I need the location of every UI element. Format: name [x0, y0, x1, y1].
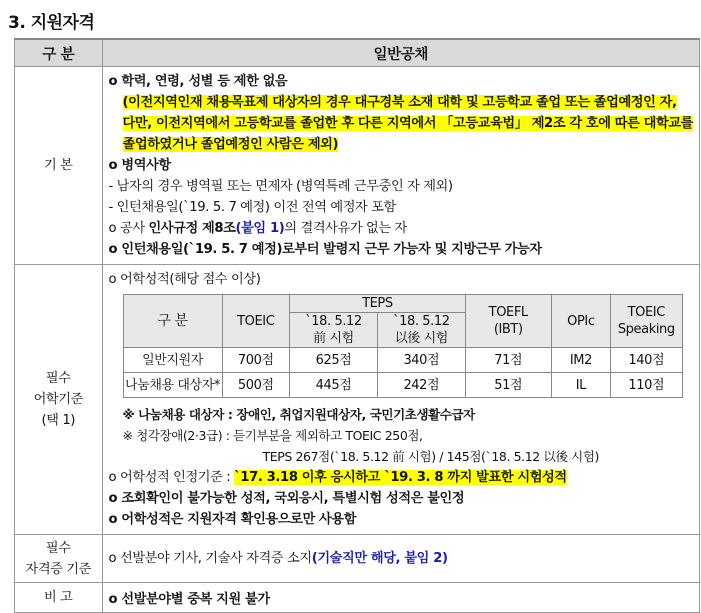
score-cell: 700점: [222, 348, 290, 373]
row-note: [15, 583, 700, 613]
score-header-row: [123, 295, 682, 313]
row-language: [15, 265, 700, 535]
basic-highlight: (이전지역인재 채용목표제 대상자의 경우 대구경북 소재 대학 및 고등학교 졸업 또는 졸업예정인 자,: [122, 95, 677, 110]
language-content: [102, 265, 699, 535]
label-line: 어학기준: [33, 392, 83, 407]
label-basic: 기 본: [15, 67, 103, 265]
label-note: 비 고: [15, 583, 103, 613]
military-line: - 남자의 경우 병역필 또는 면제자 (병역특례 근무중인 자 제외): [108, 179, 453, 194]
footnote: ※ 청각장애(2·3급) : 듣기부분을 제외하고 TOEIC 250점,: [122, 428, 423, 443]
score-cell: 242점: [377, 373, 465, 398]
text: 인사규정 제8조: [148, 221, 236, 236]
basic-content: [102, 67, 699, 265]
score-cell: 110점: [611, 373, 682, 398]
section-title: 3. 지원자격: [8, 13, 95, 33]
attachment-1-link: (붙임 1): [235, 221, 285, 236]
text: o 어학성적 인정기준 :: [108, 470, 235, 485]
disqualification-line: [109, 218, 693, 239]
label-line: 필수: [45, 540, 71, 556]
score-header: OPIc: [551, 295, 610, 348]
basic-highlight: 다만, 이전지역에서 고등학교를 졸업한 후 다른 지역에서 「고등교육법」 제2조 각 호에 따른 대학교를: [122, 116, 693, 131]
footnote: ※ 나눔채용 대상자 : 장애인, 취업지원대상자, 국민기초생활수급자: [122, 407, 475, 422]
score-cell: 나눔채용 대상자*: [123, 373, 222, 398]
header-gubun: 구 분: [15, 39, 103, 67]
basic-line: o 인턴채용일(`19. 5. 7 예정)로부터 발령지 근무 가능자 및 지방근무 가능자: [108, 242, 542, 257]
score-row: [123, 373, 682, 398]
score-table: [123, 294, 683, 398]
label-line: 자격증 기준: [25, 561, 91, 577]
score-header: TOEIC: [222, 295, 290, 348]
label-line: 필수: [45, 371, 71, 386]
military-heading: o 병역사항: [108, 158, 171, 173]
score-cell: 일반지원자: [123, 348, 222, 373]
basic-line: o 학력, 연령, 성별 등 제한 없음: [108, 74, 288, 89]
score-row: [123, 348, 682, 373]
score-header: `18. 5.12 前 시험: [290, 313, 378, 348]
score-cell: IM2: [551, 348, 610, 373]
text: `17. 3.18 이후 응시하고 `19. 3. 8 까지 발표한 시험성적: [234, 470, 567, 485]
criteria-line: o 조회확인이 불가능한 성적, 국외응시, 특별시험 성적은 불인정: [108, 491, 465, 506]
score-cell: 500점: [222, 373, 290, 398]
score-header: TOEIC Speaking: [611, 295, 682, 348]
text: 의 결격사유가 없는 자: [284, 221, 407, 236]
text: o 선발분야 기사, 기술사 자격증 소지: [108, 551, 312, 566]
note-content: o 선발분야별 중복 지원 불가: [102, 583, 699, 613]
score-cell: 445점: [290, 373, 378, 398]
score-cell: 340점: [377, 348, 465, 373]
row-certificate: [15, 535, 700, 583]
label-certificate: [15, 535, 103, 583]
basic-highlight: 졸업하였거나 졸업예정인 사람은 제외): [122, 137, 339, 152]
label-line: (택 1): [41, 413, 76, 428]
score-cell: 625점: [290, 348, 378, 373]
military-line: - 인턴채용일(`19. 5. 7 예정) 이전 전역 예정자 포함: [108, 200, 396, 215]
score-header: TOEFL (IBT): [465, 295, 551, 348]
score-cell: IL: [551, 373, 610, 398]
header-general: 일반공채: [102, 39, 699, 67]
text: o 공사: [108, 221, 149, 236]
footnote: TEPS 267점(`18. 5.12 前 시험) / 145점(`18. 5.12 以後 시험): [262, 449, 599, 464]
score-cell: 71점: [465, 348, 551, 373]
score-cell: 51점: [465, 373, 551, 398]
header-row: [15, 39, 700, 67]
qualification-table: [14, 38, 700, 613]
label-language: [15, 265, 103, 535]
score-header: `18. 5.12 以後 시험: [377, 313, 465, 348]
score-header: TEPS: [290, 295, 466, 313]
score-cell: 140점: [611, 348, 682, 373]
row-basic: [15, 67, 700, 265]
language-intro: o 어학성적(해당 점수 이상): [108, 272, 261, 287]
attachment-2-link: (기술직만 해당, 붙임 2): [311, 551, 448, 566]
criteria-line: o 어학성적은 지원자격 확인용으로만 사용함: [108, 512, 357, 527]
score-header: 구 분: [123, 295, 222, 348]
recognition-criteria: [109, 467, 693, 488]
certificate-content: [102, 535, 699, 583]
